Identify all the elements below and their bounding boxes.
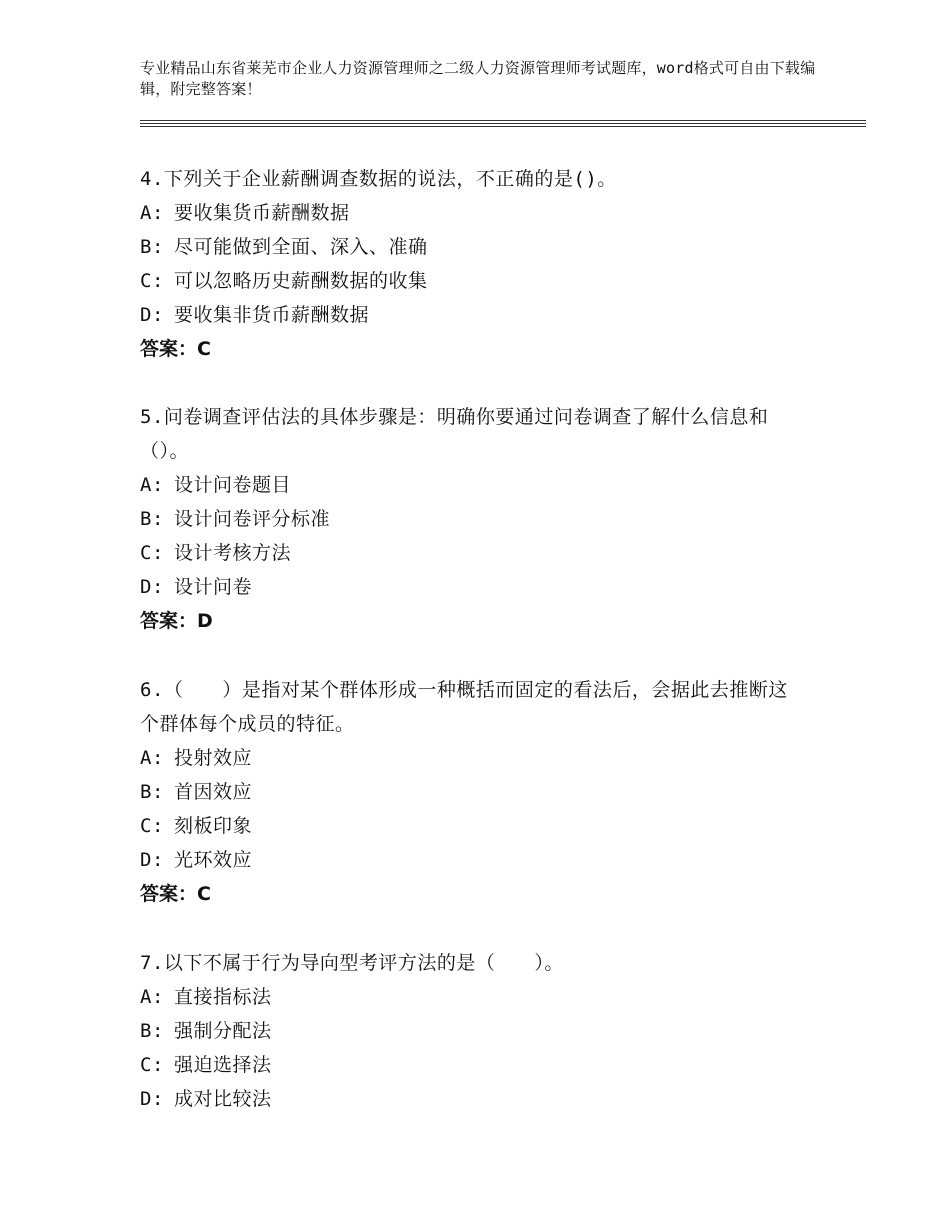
question-block [140, 946, 800, 1116]
question-block [140, 673, 800, 911]
header-divider-line [140, 120, 866, 121]
option-text: 设计考核方法 [174, 542, 292, 564]
option-letter: A: [140, 474, 164, 496]
option-d [140, 1082, 800, 1116]
question-stem: 7.以下不属于行为导向型考评方法的是（ ）。 [140, 952, 564, 974]
option-letter: C: [140, 270, 164, 292]
option-b [140, 775, 800, 809]
option-text: 要收集货币薪酬数据 [174, 202, 350, 224]
option-text: 强迫选择法 [174, 1054, 272, 1076]
option-text: 设计问卷题目 [174, 474, 292, 496]
option-b [140, 230, 800, 264]
option-text: 尽可能做到全面、深入、准确 [174, 236, 428, 258]
option-text: 刻板印象 [174, 815, 253, 837]
option-letter: A: [140, 202, 164, 224]
document-header: 专业精品山东省莱芜市企业人力资源管理师之二级人力资源管理师考试题库，word格式可自由下载编辑，附完整答案！ [140, 59, 816, 98]
option-letter: D: [140, 304, 164, 326]
question-stem: 6.（ ）是指对某个群体形成一种概括而固定的看法后，会据此去推断这个群体每个成员的特征。 [140, 679, 788, 735]
answer-line: 答案：C [140, 883, 211, 905]
option-text: 可以忽略历史薪酬数据的收集 [174, 270, 428, 292]
question-block [140, 162, 800, 366]
option-letter: C: [140, 1054, 164, 1076]
option-c [140, 1048, 800, 1082]
option-text: 设计问卷 [174, 576, 253, 598]
question-stem: 4.下列关于企业薪酬调查数据的说法，不正确的是()。 [140, 168, 617, 190]
option-text: 光环效应 [174, 849, 253, 871]
question-stem: 5.问卷调查评估法的具体步骤是：明确你要通过问卷调查了解什么信息和（）。 [140, 406, 769, 462]
option-b [140, 502, 800, 536]
option-letter: B: [140, 781, 164, 803]
option-letter: B: [140, 508, 164, 530]
question-block [140, 400, 800, 638]
option-text: 直接指标法 [174, 986, 272, 1008]
option-letter: B: [140, 1020, 164, 1042]
option-text: 设计问卷评分标准 [174, 508, 331, 530]
option-text: 强制分配法 [174, 1020, 272, 1042]
option-a [140, 980, 800, 1014]
option-d [140, 570, 800, 604]
option-b [140, 1014, 800, 1048]
option-a [140, 741, 800, 775]
option-letter: D: [140, 849, 164, 871]
option-d [140, 843, 800, 877]
header-divider-line [140, 126, 866, 127]
option-letter: A: [140, 986, 164, 1008]
option-letter: C: [140, 542, 164, 564]
answer-line: 答案：C [140, 338, 211, 360]
option-letter: A: [140, 747, 164, 769]
option-c [140, 809, 800, 843]
option-letter: B: [140, 236, 164, 258]
option-c [140, 536, 800, 570]
option-letter: C: [140, 815, 164, 837]
answer-line: 答案：D [140, 610, 213, 632]
option-text: 要收集非货币薪酬数据 [174, 304, 370, 326]
option-d [140, 298, 800, 332]
option-text: 成对比较法 [174, 1088, 272, 1110]
option-letter: D: [140, 576, 164, 598]
option-a [140, 196, 800, 230]
option-text: 投射效应 [174, 747, 253, 769]
option-text: 首因效应 [174, 781, 253, 803]
option-a [140, 468, 800, 502]
option-letter: D: [140, 1088, 164, 1110]
option-c [140, 264, 800, 298]
header-divider-line [140, 123, 866, 124]
